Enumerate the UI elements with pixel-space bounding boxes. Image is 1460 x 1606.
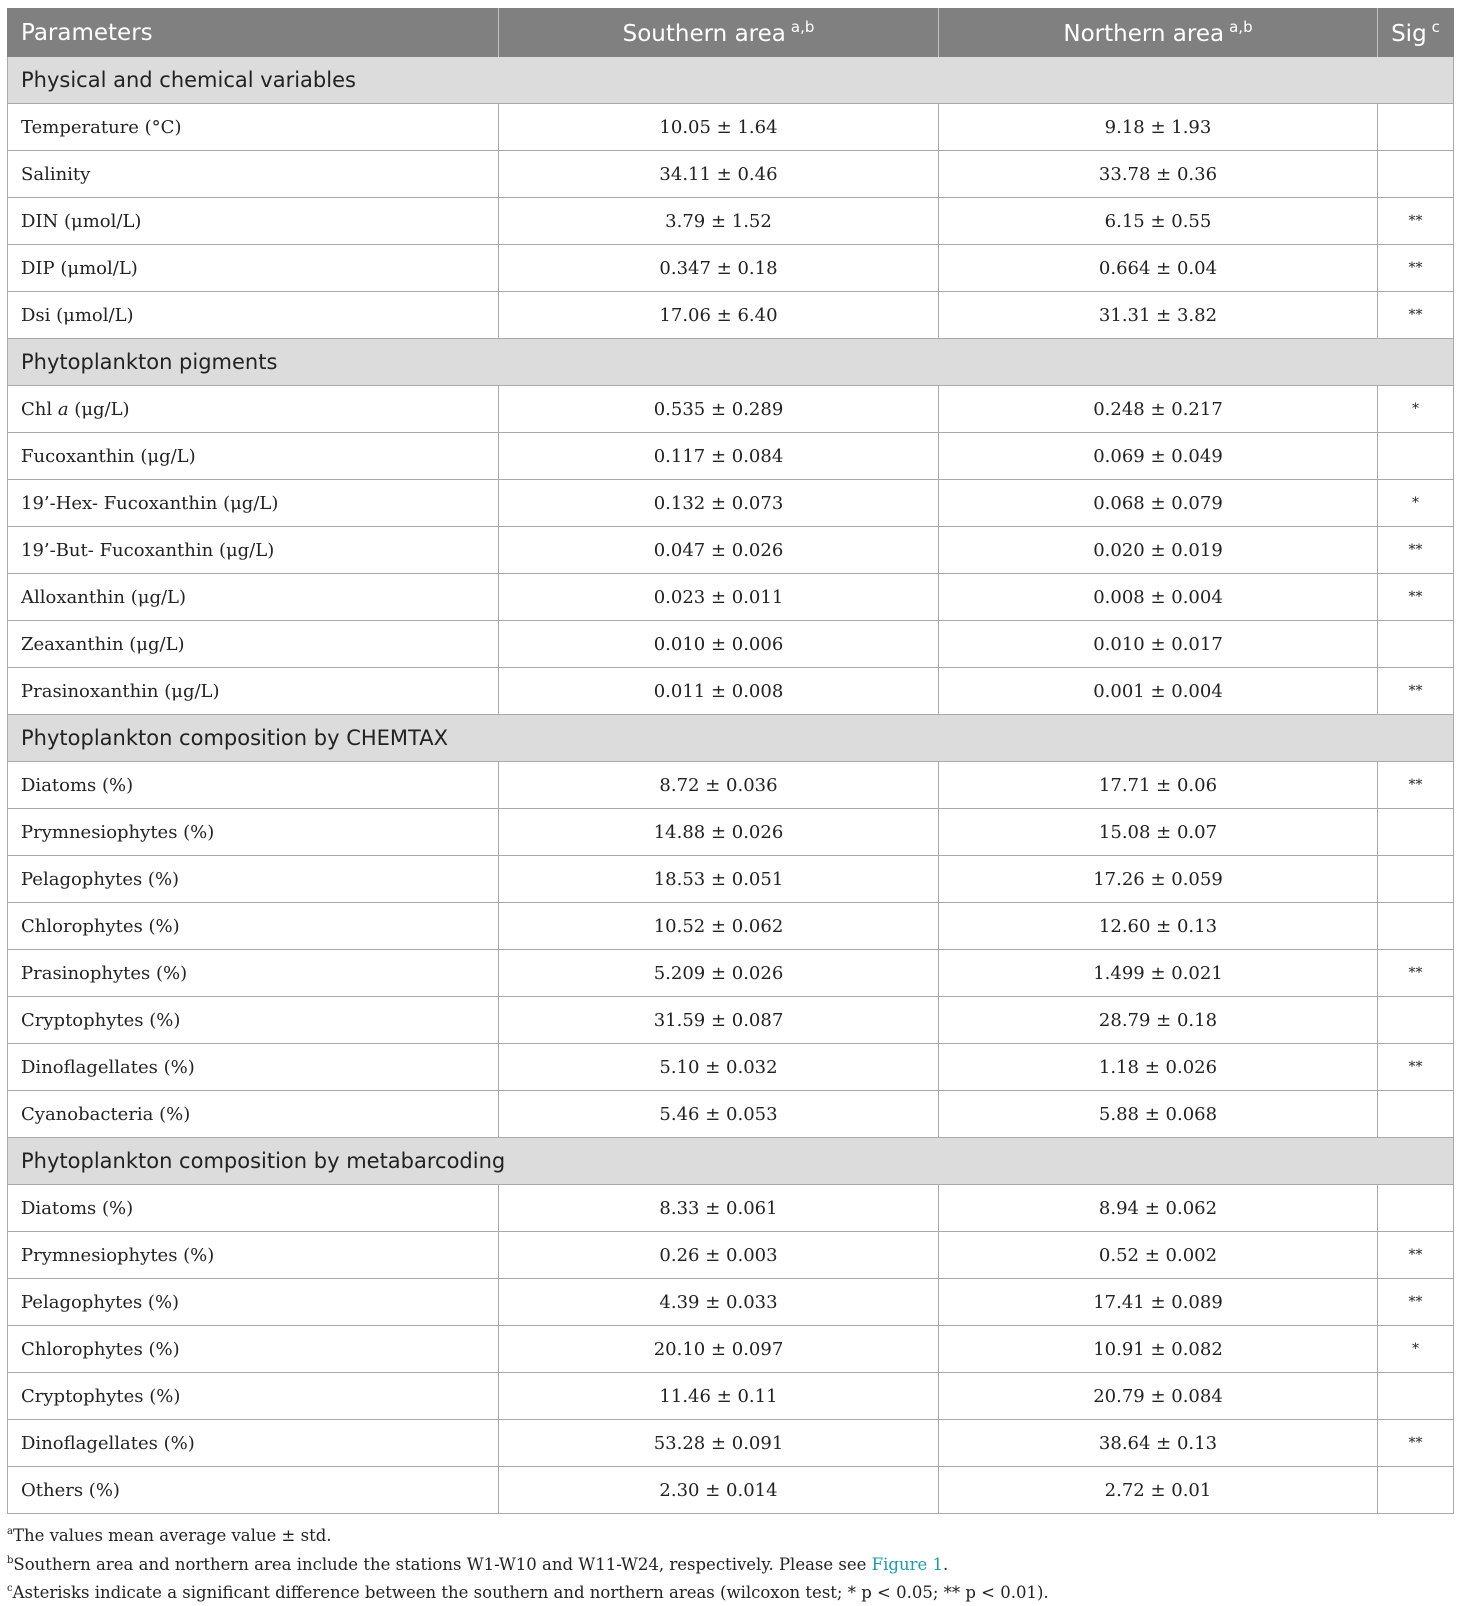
header-sig-footnote-mark: c bbox=[1431, 18, 1440, 36]
table-row bbox=[8, 1185, 1454, 1232]
header-northern-footnote-mark: a,b bbox=[1229, 18, 1253, 36]
cell-southern-value: 5.46 ± 0.053 bbox=[499, 1091, 939, 1138]
table-row bbox=[8, 762, 1454, 809]
cell-significance: ** bbox=[1378, 198, 1454, 245]
cell-significance: ** bbox=[1378, 668, 1454, 715]
cell-northern-value: 0.008 ± 0.004 bbox=[939, 574, 1378, 621]
cell-significance: * bbox=[1378, 480, 1454, 527]
cell-southern-value: 20.10 ± 0.097 bbox=[499, 1326, 939, 1373]
cell-parameter: Diatoms (%) bbox=[8, 1185, 499, 1232]
cell-northern-value: 0.664 ± 0.04 bbox=[939, 245, 1378, 292]
cell-parameter: Others (%) bbox=[8, 1467, 499, 1514]
cell-southern-value: 34.11 ± 0.46 bbox=[499, 151, 939, 198]
cell-significance: ** bbox=[1378, 292, 1454, 339]
cell-parameter: Prymnesiophytes (%) bbox=[8, 809, 499, 856]
parameter-italic-text: a bbox=[57, 398, 69, 420]
cell-parameter: Cyanobacteria (%) bbox=[8, 1091, 499, 1138]
table-row bbox=[8, 1420, 1454, 1467]
cell-northern-value: 10.91 ± 0.082 bbox=[939, 1326, 1378, 1373]
table-row bbox=[8, 1044, 1454, 1091]
table-row bbox=[8, 1326, 1454, 1373]
cell-southern-value: 53.28 ± 0.091 bbox=[499, 1420, 939, 1467]
table-row bbox=[8, 809, 1454, 856]
cell-northern-value: 33.78 ± 0.36 bbox=[939, 151, 1378, 198]
cell-northern-value: 6.15 ± 0.55 bbox=[939, 198, 1378, 245]
cell-northern-value: 0.020 ± 0.019 bbox=[939, 527, 1378, 574]
section-title: Physical and chemical variables bbox=[8, 57, 1454, 104]
cell-significance: ** bbox=[1378, 527, 1454, 574]
footnote-text: Asterisks indicate a significant difference between the southern and northern areas (wilcoxon test; * p < 0.05; ** p < 0.01). bbox=[12, 1583, 1049, 1602]
cell-parameter: Chlorophytes (%) bbox=[8, 903, 499, 950]
cell-northern-value: 0.010 ± 0.017 bbox=[939, 621, 1378, 668]
cell-northern-value: 17.71 ± 0.06 bbox=[939, 762, 1378, 809]
table-row bbox=[8, 1232, 1454, 1279]
table-row bbox=[8, 1091, 1454, 1138]
footnote-mark: a bbox=[7, 1526, 13, 1537]
cell-southern-value: 17.06 ± 6.40 bbox=[499, 292, 939, 339]
table-row bbox=[8, 1467, 1454, 1514]
cell-northern-value: 8.94 ± 0.062 bbox=[939, 1185, 1378, 1232]
cell-southern-value: 18.53 ± 0.051 bbox=[499, 856, 939, 903]
cell-significance: ** bbox=[1378, 245, 1454, 292]
cell-significance bbox=[1378, 1091, 1454, 1138]
cell-parameter: Fucoxanthin (μg/L) bbox=[8, 433, 499, 480]
table-row bbox=[8, 527, 1454, 574]
cell-southern-value: 0.047 ± 0.026 bbox=[499, 527, 939, 574]
cell-southern-value: 10.05 ± 1.64 bbox=[499, 104, 939, 151]
cell-southern-value: 5.209 ± 0.026 bbox=[499, 950, 939, 997]
table-row bbox=[8, 997, 1454, 1044]
footnote-text: The values mean average value ± std. bbox=[12, 1526, 332, 1545]
table-header bbox=[8, 8, 1454, 57]
header-sig: Sig $^c$ bbox=[1378, 8, 1454, 57]
cell-significance: ** bbox=[1378, 1279, 1454, 1326]
header-southern-footnote-mark: a,b bbox=[790, 18, 815, 36]
cell-parameter: Cryptophytes (%) bbox=[8, 997, 499, 1044]
cell-northern-value: 38.64 ± 0.13 bbox=[939, 1420, 1378, 1467]
table-row bbox=[8, 621, 1454, 668]
table-body bbox=[8, 57, 1454, 1514]
table-row bbox=[8, 151, 1454, 198]
cell-parameter: Dinoflagellates (%) bbox=[8, 1044, 499, 1091]
cell-northern-value: 0.248 ± 0.217 bbox=[939, 386, 1378, 433]
cell-northern-value: 0.069 ± 0.049 bbox=[939, 433, 1378, 480]
cell-southern-value: 31.59 ± 0.087 bbox=[499, 997, 939, 1044]
parameter-unit-text: (μg/L) bbox=[68, 398, 130, 420]
cell-significance: ** bbox=[1378, 574, 1454, 621]
cell-parameter: DIN (μmol/L) bbox=[8, 198, 499, 245]
cell-northern-value: 20.79 ± 0.084 bbox=[939, 1373, 1378, 1420]
cell-southern-value: 8.33 ± 0.061 bbox=[499, 1185, 939, 1232]
cell-significance bbox=[1378, 433, 1454, 480]
cell-southern-value: 8.72 ± 0.036 bbox=[499, 762, 939, 809]
footnote bbox=[7, 1520, 1453, 1549]
cell-southern-value: 0.132 ± 0.073 bbox=[499, 480, 939, 527]
cell-significance: ** bbox=[1378, 762, 1454, 809]
table-row bbox=[8, 1279, 1454, 1326]
cell-southern-value: 0.023 ± 0.011 bbox=[499, 574, 939, 621]
cell-parameter bbox=[8, 386, 499, 433]
footnote bbox=[7, 1577, 1453, 1606]
table-row bbox=[8, 480, 1454, 527]
section-header-row bbox=[8, 339, 1454, 386]
header-parameters: Parameters bbox=[8, 8, 499, 57]
cell-northern-value: 5.88 ± 0.068 bbox=[939, 1091, 1378, 1138]
table-row bbox=[8, 950, 1454, 997]
cell-significance bbox=[1378, 809, 1454, 856]
cell-parameter: Temperature (°C) bbox=[8, 104, 499, 151]
cell-southern-value: 4.39 ± 0.033 bbox=[499, 1279, 939, 1326]
header-southern-area: Southern area $^{a,b}$ bbox=[499, 8, 939, 57]
figure-1-link[interactable]: Figure 1 bbox=[871, 1554, 943, 1574]
cell-southern-value: 0.117 ± 0.084 bbox=[499, 433, 939, 480]
section-header-row bbox=[8, 1138, 1454, 1185]
cell-significance: ** bbox=[1378, 1420, 1454, 1467]
cell-northern-value: 9.18 ± 1.93 bbox=[939, 104, 1378, 151]
footnotes bbox=[7, 1520, 1453, 1606]
cell-southern-value: 2.30 ± 0.014 bbox=[499, 1467, 939, 1514]
table-container bbox=[7, 8, 1453, 1606]
cell-significance: ** bbox=[1378, 1044, 1454, 1091]
cell-northern-value: 1.499 ± 0.021 bbox=[939, 950, 1378, 997]
cell-southern-value: 10.52 ± 0.062 bbox=[499, 903, 939, 950]
cell-parameter: Prymnesiophytes (%) bbox=[8, 1232, 499, 1279]
table-row bbox=[8, 386, 1454, 433]
cell-southern-value: 0.26 ± 0.003 bbox=[499, 1232, 939, 1279]
parameter-text: Chl bbox=[21, 398, 58, 420]
cell-parameter: Diatoms (%) bbox=[8, 762, 499, 809]
cell-parameter: 19’-But- Fucoxanthin (μg/L) bbox=[8, 527, 499, 574]
table-row bbox=[8, 903, 1454, 950]
footnote-mark: c bbox=[7, 1583, 13, 1594]
cell-parameter: Alloxanthin (μg/L) bbox=[8, 574, 499, 621]
cell-southern-value: 14.88 ± 0.026 bbox=[499, 809, 939, 856]
cell-significance bbox=[1378, 104, 1454, 151]
cell-northern-value: 1.18 ± 0.026 bbox=[939, 1044, 1378, 1091]
cell-parameter: Zeaxanthin (μg/L) bbox=[8, 621, 499, 668]
cell-significance: * bbox=[1378, 1326, 1454, 1373]
section-header-row bbox=[8, 715, 1454, 762]
cell-parameter: DIP (μmol/L) bbox=[8, 245, 499, 292]
cell-parameter: Dsi (μmol/L) bbox=[8, 292, 499, 339]
cell-significance: * bbox=[1378, 386, 1454, 433]
cell-southern-value: 3.79 ± 1.52 bbox=[499, 198, 939, 245]
cell-significance bbox=[1378, 621, 1454, 668]
cell-significance: ** bbox=[1378, 1232, 1454, 1279]
cell-southern-value: 0.535 ± 0.289 bbox=[499, 386, 939, 433]
cell-significance bbox=[1378, 856, 1454, 903]
cell-southern-value: 0.011 ± 0.008 bbox=[499, 668, 939, 715]
table-row bbox=[8, 245, 1454, 292]
parameters-table bbox=[7, 8, 1454, 1514]
table-row bbox=[8, 1373, 1454, 1420]
footnote-text: Southern area and northern area include the stations W1-W10 and W11-W24, respectively. Please see bbox=[13, 1554, 872, 1574]
footnote-mark: b bbox=[7, 1554, 14, 1566]
section-title: Phytoplankton pigments bbox=[8, 339, 1454, 386]
cell-southern-value: 11.46 ± 0.11 bbox=[499, 1373, 939, 1420]
cell-northern-value: 0.001 ± 0.004 bbox=[939, 668, 1378, 715]
cell-parameter: Cryptophytes (%) bbox=[8, 1373, 499, 1420]
cell-significance bbox=[1378, 1467, 1454, 1514]
cell-significance bbox=[1378, 151, 1454, 198]
cell-northern-value: 0.52 ± 0.002 bbox=[939, 1232, 1378, 1279]
cell-northern-value: 28.79 ± 0.18 bbox=[939, 997, 1378, 1044]
table-row bbox=[8, 292, 1454, 339]
footnote-text-end: . bbox=[942, 1554, 949, 1574]
cell-parameter: Chlorophytes (%) bbox=[8, 1326, 499, 1373]
cell-southern-value: 0.347 ± 0.18 bbox=[499, 245, 939, 292]
table-row bbox=[8, 433, 1454, 480]
cell-northern-value: 17.26 ± 0.059 bbox=[939, 856, 1378, 903]
cell-northern-value: 0.068 ± 0.079 bbox=[939, 480, 1378, 527]
cell-northern-value: 2.72 ± 0.01 bbox=[939, 1467, 1378, 1514]
table-row bbox=[8, 668, 1454, 715]
cell-northern-value: 31.31 ± 3.82 bbox=[939, 292, 1378, 339]
footnote bbox=[7, 1549, 1453, 1578]
cell-southern-value: 5.10 ± 0.032 bbox=[499, 1044, 939, 1091]
table-row bbox=[8, 856, 1454, 903]
cell-significance bbox=[1378, 903, 1454, 950]
cell-northern-value: 12.60 ± 0.13 bbox=[939, 903, 1378, 950]
cell-parameter: Pelagophytes (%) bbox=[8, 1279, 499, 1326]
section-title: Phytoplankton composition by metabarcoding bbox=[8, 1138, 1454, 1185]
cell-northern-value: 15.08 ± 0.07 bbox=[939, 809, 1378, 856]
cell-parameter: Dinoflagellates (%) bbox=[8, 1420, 499, 1467]
section-title: Phytoplankton composition by CHEMTAX bbox=[8, 715, 1454, 762]
table-row bbox=[8, 104, 1454, 151]
cell-parameter: Prasinoxanthin (μg/L) bbox=[8, 668, 499, 715]
cell-significance bbox=[1378, 997, 1454, 1044]
section-header-row bbox=[8, 57, 1454, 104]
cell-parameter: Prasinophytes (%) bbox=[8, 950, 499, 997]
header-northern-area: Northern area $^{a,b}$ bbox=[939, 8, 1378, 57]
cell-significance bbox=[1378, 1373, 1454, 1420]
cell-significance bbox=[1378, 1185, 1454, 1232]
cell-parameter: 19’-Hex- Fucoxanthin (μg/L) bbox=[8, 480, 499, 527]
table-row bbox=[8, 574, 1454, 621]
cell-parameter: Salinity bbox=[8, 151, 499, 198]
table-row bbox=[8, 198, 1454, 245]
cell-northern-value: 17.41 ± 0.089 bbox=[939, 1279, 1378, 1326]
cell-parameter: Pelagophytes (%) bbox=[8, 856, 499, 903]
cell-significance: ** bbox=[1378, 950, 1454, 997]
cell-southern-value: 0.010 ± 0.006 bbox=[499, 621, 939, 668]
